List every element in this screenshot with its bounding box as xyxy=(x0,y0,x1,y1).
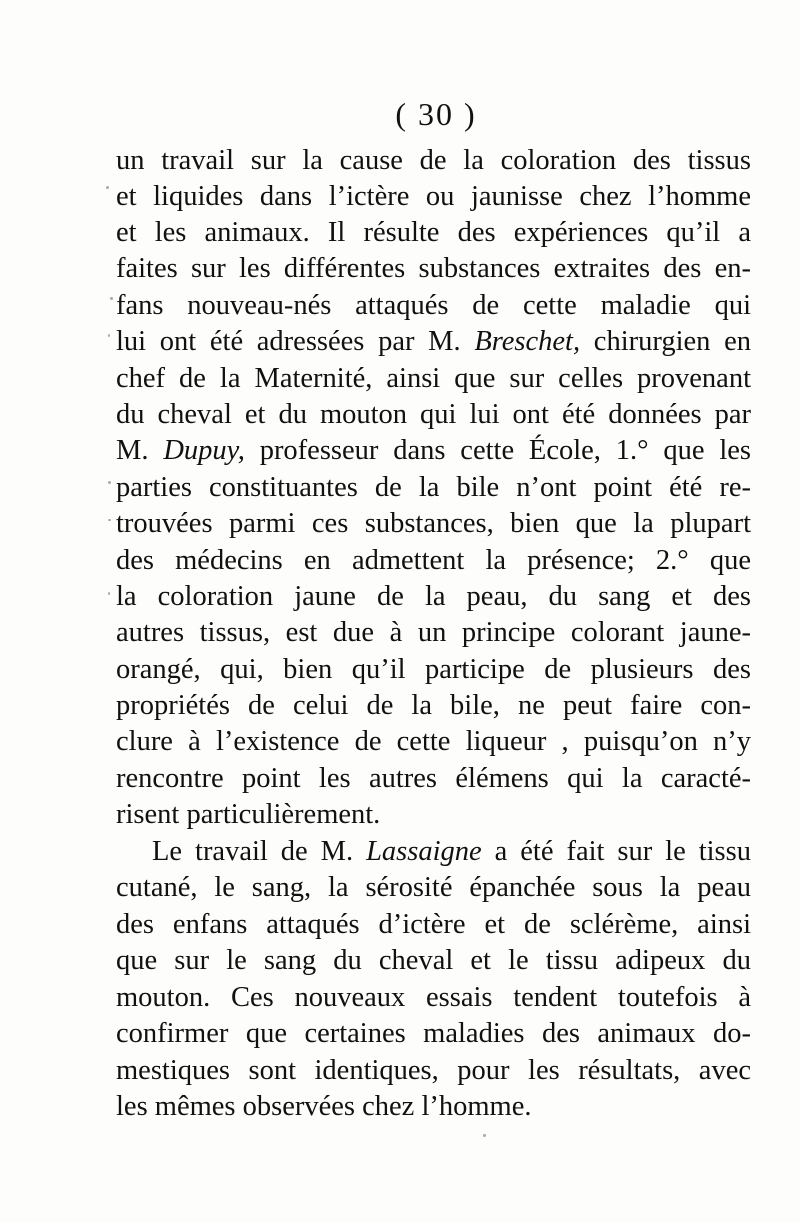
text-line: autres tissus, est due à un principe colorant jaune- xyxy=(116,617,751,648)
text-line xyxy=(152,834,751,870)
scan-speck xyxy=(110,297,113,300)
scan-speck xyxy=(483,1134,486,1137)
text-line: du cheval et du mouton qui lui ont été données par xyxy=(116,399,751,430)
text-line: faites sur les différentes substances extraites des en- xyxy=(116,253,751,284)
page-number: ( 30 ) xyxy=(395,96,477,132)
text-line: parties constituantes de la bile n’ont point été re- xyxy=(116,472,751,503)
text-line: un travail sur la cause de la coloration des tissus xyxy=(116,145,751,176)
scan-speck xyxy=(108,481,111,484)
text-fragment: M. xyxy=(116,435,164,466)
text-line: rencontre point les autres élémens qui la caracté- xyxy=(116,763,751,794)
text-line: la coloration jaune de la peau, du sang et des xyxy=(116,581,751,612)
person-name-dupuy: Dupuy, xyxy=(163,435,245,466)
text-line: mouton. Ces nouveaux essais tendent toutefois à xyxy=(116,982,751,1013)
person-name-lassaigne: Lassaigne xyxy=(366,836,482,867)
scan-speck xyxy=(106,186,109,189)
text-line: clure à l’existence de cette liqueur , puisqu’on n’y xyxy=(116,726,751,757)
text-line: et liquides dans l’ictère ou jaunisse chez l’homme xyxy=(116,181,751,212)
text-line: orangé, qui, bien qu’il participe de plusieurs des xyxy=(116,654,751,685)
text-line: mestiques sont identiques, pour les résultats, avec xyxy=(116,1055,751,1086)
text-line: chef de la Maternité, ainsi que sur celles provenant xyxy=(116,363,751,394)
text-line: propriétés de celui de la bile, ne peut faire con- xyxy=(116,690,751,721)
text-line xyxy=(116,324,751,360)
text-line: des enfans attaqués d’ictère et de sclérème, ainsi xyxy=(116,909,751,940)
text-fragment: lui ont été adressées par M. xyxy=(116,326,475,357)
text-fragment: a été fait sur le tissu xyxy=(481,836,751,867)
scan-speck xyxy=(108,592,110,595)
text-line: des médecins en admettent la présence; 2.° que xyxy=(116,545,751,576)
text-line xyxy=(116,433,751,469)
scan-speck xyxy=(108,334,110,337)
text-line: et les animaux. Il résulte des expériences qu’il a xyxy=(116,217,751,248)
text-line: fans nouveau-nés attaqués de cette maladie qui xyxy=(116,290,751,321)
person-name-breschet: Breschet, xyxy=(474,326,581,357)
text-line: trouvées parmi ces substances, bien que la plupart xyxy=(116,508,751,539)
text-fragment: Le travail de M. xyxy=(152,836,367,867)
text-fragment: professeur dans cette École, 1.° que les xyxy=(244,435,752,466)
scan-speck xyxy=(108,519,111,521)
text-line: que sur le sang du cheval et le tissu adipeux du xyxy=(116,945,751,976)
text-line: risent particulièrement. xyxy=(116,799,381,830)
text-line: les mêmes observées chez l’homme. xyxy=(116,1091,532,1122)
text-line: cutané, le sang, la sérosité épanchée sous la peau xyxy=(116,872,751,903)
text-line: confirmer que certaines maladies des animaux do- xyxy=(116,1018,751,1049)
text-fragment: chirurgien en xyxy=(580,326,751,357)
